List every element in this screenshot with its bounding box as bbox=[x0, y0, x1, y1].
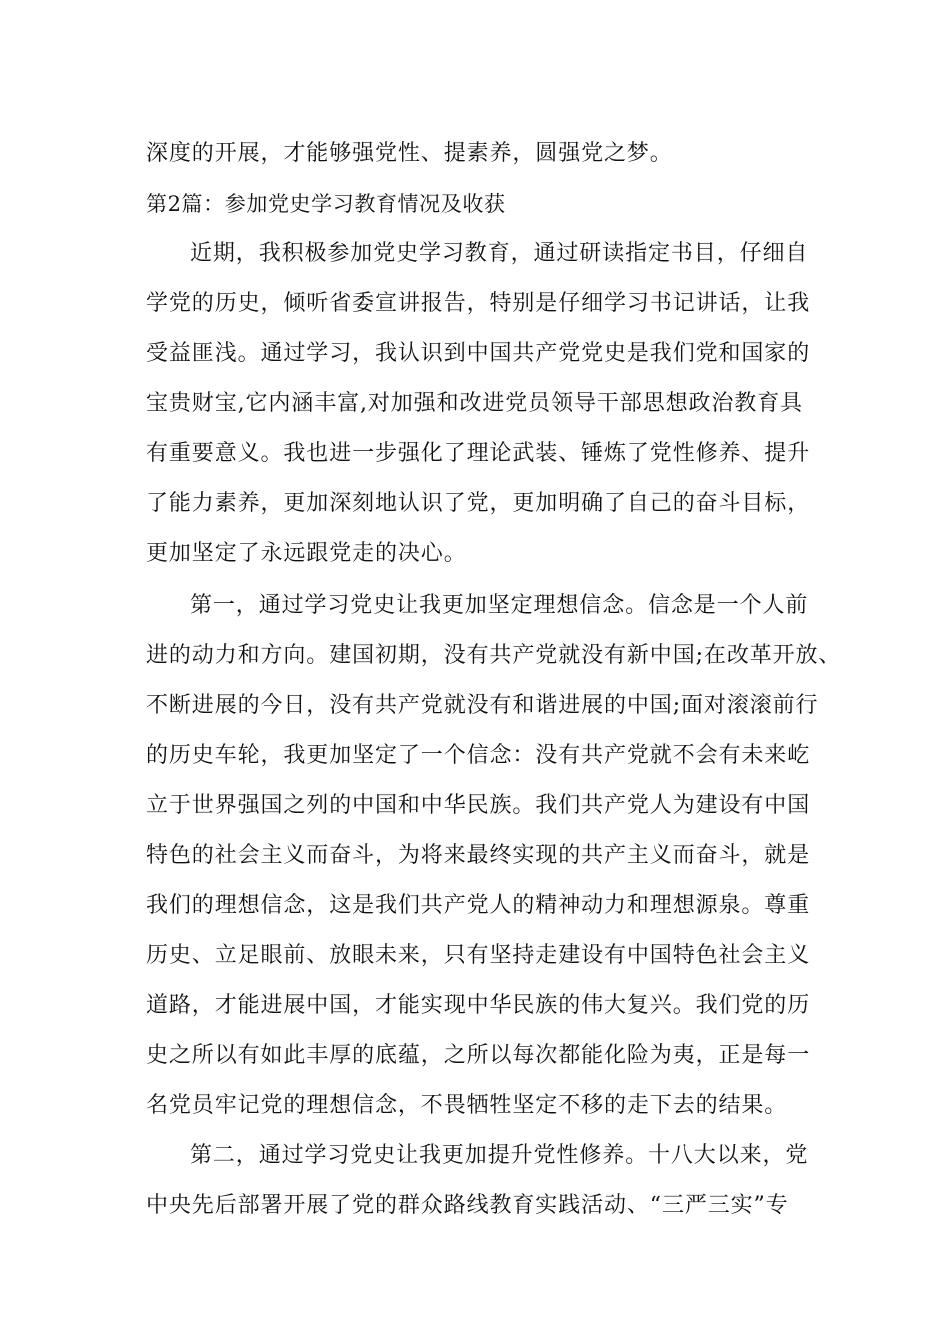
paragraph-2-line-4: 的历史车轮，我更加坚定了一个信念：没有共产党就不会有未来屹 bbox=[146, 743, 811, 768]
text-line-continuation: 深度的开展，才能够强党性、提素养，圆强党之梦。 bbox=[146, 141, 673, 166]
paragraph-3-line-1: 第二，通过学习党史让我更加提升党性修养。十八大以来，党 bbox=[190, 1143, 809, 1168]
paragraph-2-line-2: 进的动力和方向。建国初期，没有共产党就没有新中国;在改革开放、 bbox=[146, 643, 842, 668]
paragraph-1-line-6: 了能力素养，更加深刻地认识了党，更加明确了自己的奋斗目标， bbox=[146, 491, 811, 516]
paragraph-1-line-7: 更加坚定了永远跟党走的决心。 bbox=[146, 541, 467, 566]
paragraph-2-line-6: 特色的社会主义而奋斗，为将来最终实现的共产主义而奋斗，就是 bbox=[146, 843, 811, 868]
paragraph-1-line-4: 宝贵财宝,它内涵丰富,对加强和改进党员领导干部思想政治教育具 bbox=[146, 391, 803, 416]
paragraph-1-line-2: 学党的历史，倾听省委宣讲报告，特别是仔细学习书记讲话，让我 bbox=[146, 291, 811, 316]
paragraph-2-line-1: 第一，通过学习党史让我更加坚定理想信念。信念是一个人前 bbox=[190, 593, 809, 618]
paragraph-1-line-3: 受益匪浅。通过学习，我认识到中国共产党党史是我们党和国家的 bbox=[146, 341, 811, 366]
paragraph-1-line-1: 近期，我积极参加党史学习教育，通过研读指定书目，仔细自 bbox=[190, 241, 809, 266]
paragraph-2-line-7: 我们的理想信念，这是我们共产党人的精神动力和理想源泉。尊重 bbox=[146, 893, 811, 918]
paragraph-2-line-5: 立于世界强国之列的中国和中华民族。我们共产党人为建设有中国 bbox=[146, 793, 811, 818]
paragraph-2-line-3: 不断进展的今日，没有共产党就没有和谐进展的中国;面对滚滚前行 bbox=[146, 693, 819, 718]
paragraph-1-line-5: 有重要意义。我也进一步强化了理论武装、锤炼了党性修养、提升 bbox=[146, 441, 811, 466]
paragraph-2-line-10: 史之所以有如此丰厚的底蕴，之所以每次都能化险为夷，正是每一 bbox=[146, 1043, 811, 1068]
paragraph-2-line-9: 道路，才能进展中国，才能实现中华民族的伟大复兴。我们党的历 bbox=[146, 993, 811, 1018]
paragraph-3-line-2: 中央先后部署开展了党的群众路线教育实践活动、“三严三实”专 bbox=[146, 1193, 789, 1218]
paragraph-2-line-11: 名党员牢记党的理想信念，不畏牺牲坚定不移的走下去的结果。 bbox=[146, 1093, 788, 1118]
paragraph-2-line-8: 历史、立足眼前、放眼未来，只有坚持走建设有中国特色社会主义 bbox=[146, 943, 811, 968]
section-heading: 第2篇：参加党史学习教育情况及收获 bbox=[146, 192, 506, 216]
